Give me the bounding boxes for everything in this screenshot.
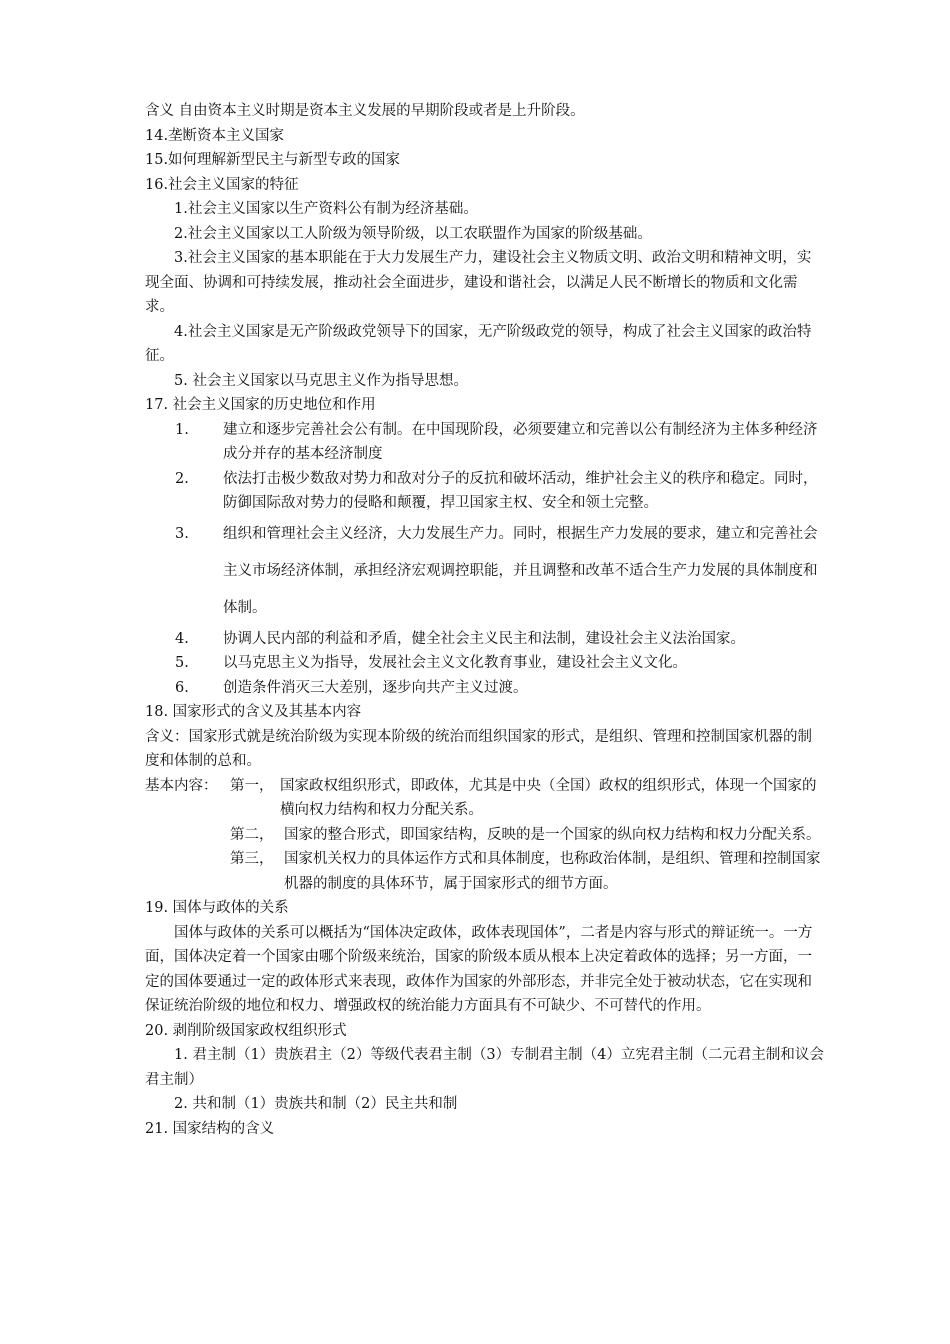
feature-4: 4.社会主义国家是无产阶级政党领导下的国家，无产阶级政党的领导，构成了社会主义国家的政治特征。 [145, 323, 812, 364]
list-number: 2. [175, 470, 189, 487]
list-text: 协调人民内部的利益和矛盾，健全社会主义民主和法制，建设社会主义法治国家。 [223, 630, 745, 647]
form-republic: 2. 共和制（1）贵族共和制（2）民主共和制 [174, 1096, 458, 1112]
list-text: 建立和逐步完善社会公有制。在中国现阶段，必须要建立和完善以公有制经济为主体多种经济成分并存的基本经济制度 [223, 421, 818, 462]
list-item [145, 516, 825, 627]
ordinal-label: 第三， [230, 851, 274, 867]
list-item [145, 467, 825, 516]
list-item [145, 418, 825, 467]
ordinal-label: 第二， [230, 826, 274, 843]
ordinal-label: 第一， [230, 777, 274, 794]
list-item [145, 627, 825, 652]
list-number: 3. [175, 525, 189, 542]
feature-2: 2.社会主义国家以工人阶级为领导阶级，以工农联盟作为国家的阶级基础。 [174, 225, 652, 242]
feature-3: 3.社会主义国家的基本职能在于大力发展生产力，建设社会主义物质文明、政治文明和精神文明，实现全面、协调和可持续发展，推动社会全面进步，建设和谐社会，以满足人民不断增长的物质和文化需求。 [145, 250, 812, 315]
form-monarchy: 1. 君主制（1）贵族君主（2）等级代表君主制（3）专制君主制（4）立宪君主制（二元君主制和议会君主制） [145, 1047, 824, 1088]
basic-content-label: 基本内容： [145, 777, 218, 794]
list-text: 依法打击极少数敌对势力和敌对分子的反抗和破坏活动，维护社会主义的秩序和稳定。同时，防御国际敌对势力的侵略和颠覆，捍卫国家主权、安全和领土完整。 [223, 470, 818, 511]
list-number: 5. [175, 655, 189, 671]
heading-18: 18. 国家形式的含义及其基本内容 [145, 704, 362, 720]
feature-5: 5. 社会主义国家以马克思主义作为指导思想。 [174, 372, 468, 389]
basic-content-text: 国家政权组织形式，即政体，尤其是中央（全国）政权的组织形式，体现一个国家的横向权力结构和权力分配关系。 [280, 777, 817, 818]
basic-content-third [230, 847, 825, 896]
list-text: 组织和管理社会主义经济，大力发展生产力。同时，根据生产力发展的要求，建立和完善社会主义市场经济体制，承担经济宏观调控职能，并且调整和改革不适合生产力发展的具体制度和体制。 [223, 525, 818, 616]
list-item [145, 651, 825, 676]
heading-14: 14.垄断资本主义国家 [145, 127, 285, 144]
list-number: 4. [175, 630, 189, 647]
list-text: 创造条件消灭三大差别，逐步向共产主义过渡。 [223, 679, 528, 696]
list-number: 1. [175, 421, 189, 438]
heading-20: 20. 剥削阶级国家政权组织形式 [145, 1022, 347, 1039]
list-text: 以马克思主义为指导，发展社会主义文化教育事业，建设社会主义文化。 [223, 655, 687, 671]
list-number: 6. [175, 679, 189, 696]
basic-content-text: 国家的整合形式，即国家结构，反映的是一个国家的纵向权力结构和权力分配关系。 [284, 826, 821, 843]
heading-19: 19. 国体与政体的关系 [145, 900, 289, 916]
list-item [145, 676, 825, 701]
feature-1: 1.社会主义国家以生产资料公有制为经济基础。 [174, 201, 478, 217]
basic-content-second [230, 823, 825, 848]
paragraph-definition: 含义 自由资本主义时期是资本主义发展的早期阶段或者是上升阶段。 [145, 103, 585, 119]
basic-content-first [145, 774, 825, 823]
paragraph-19: 国体与政体的关系可以概括为“国体决定政体，政体表现国体”，二者是内容与形式的辩证统一。一方面，国体决定着一个国家由哪个阶级来统治，国家的阶级本质从根本上决定着政体的选择；另一方面，一定的国体要通过一定的政体形式来表现，政体作为国家的外部形态，并非完全处于被动状态，它在实现和保证统治阶级的地位和权力、增强政权的统治能力方面具有不可缺少、不可替代的作用。 [145, 924, 813, 1014]
definition-18: 含义：国家形式就是统治阶级为实现本阶级的统治而组织国家的形式，是组织、管理和控制国家机器的制度和体制的总和。 [145, 728, 812, 769]
heading-17: 17. 社会主义国家的历史地位和作用 [145, 397, 376, 413]
document-page [145, 99, 825, 1141]
heading-21: 21. 国家结构的含义 [145, 1120, 275, 1137]
heading-15: 15.如何理解新型民主与新型专政的国家 [145, 152, 401, 168]
basic-content-text: 国家机关权力的具体运作方式和具体制度，也称政治体制，是组织、管理和控制国家机器的制度的具体环节，属于国家形式的细节方面。 [284, 851, 821, 892]
heading-16: 16.社会主义国家的特征 [145, 176, 299, 193]
